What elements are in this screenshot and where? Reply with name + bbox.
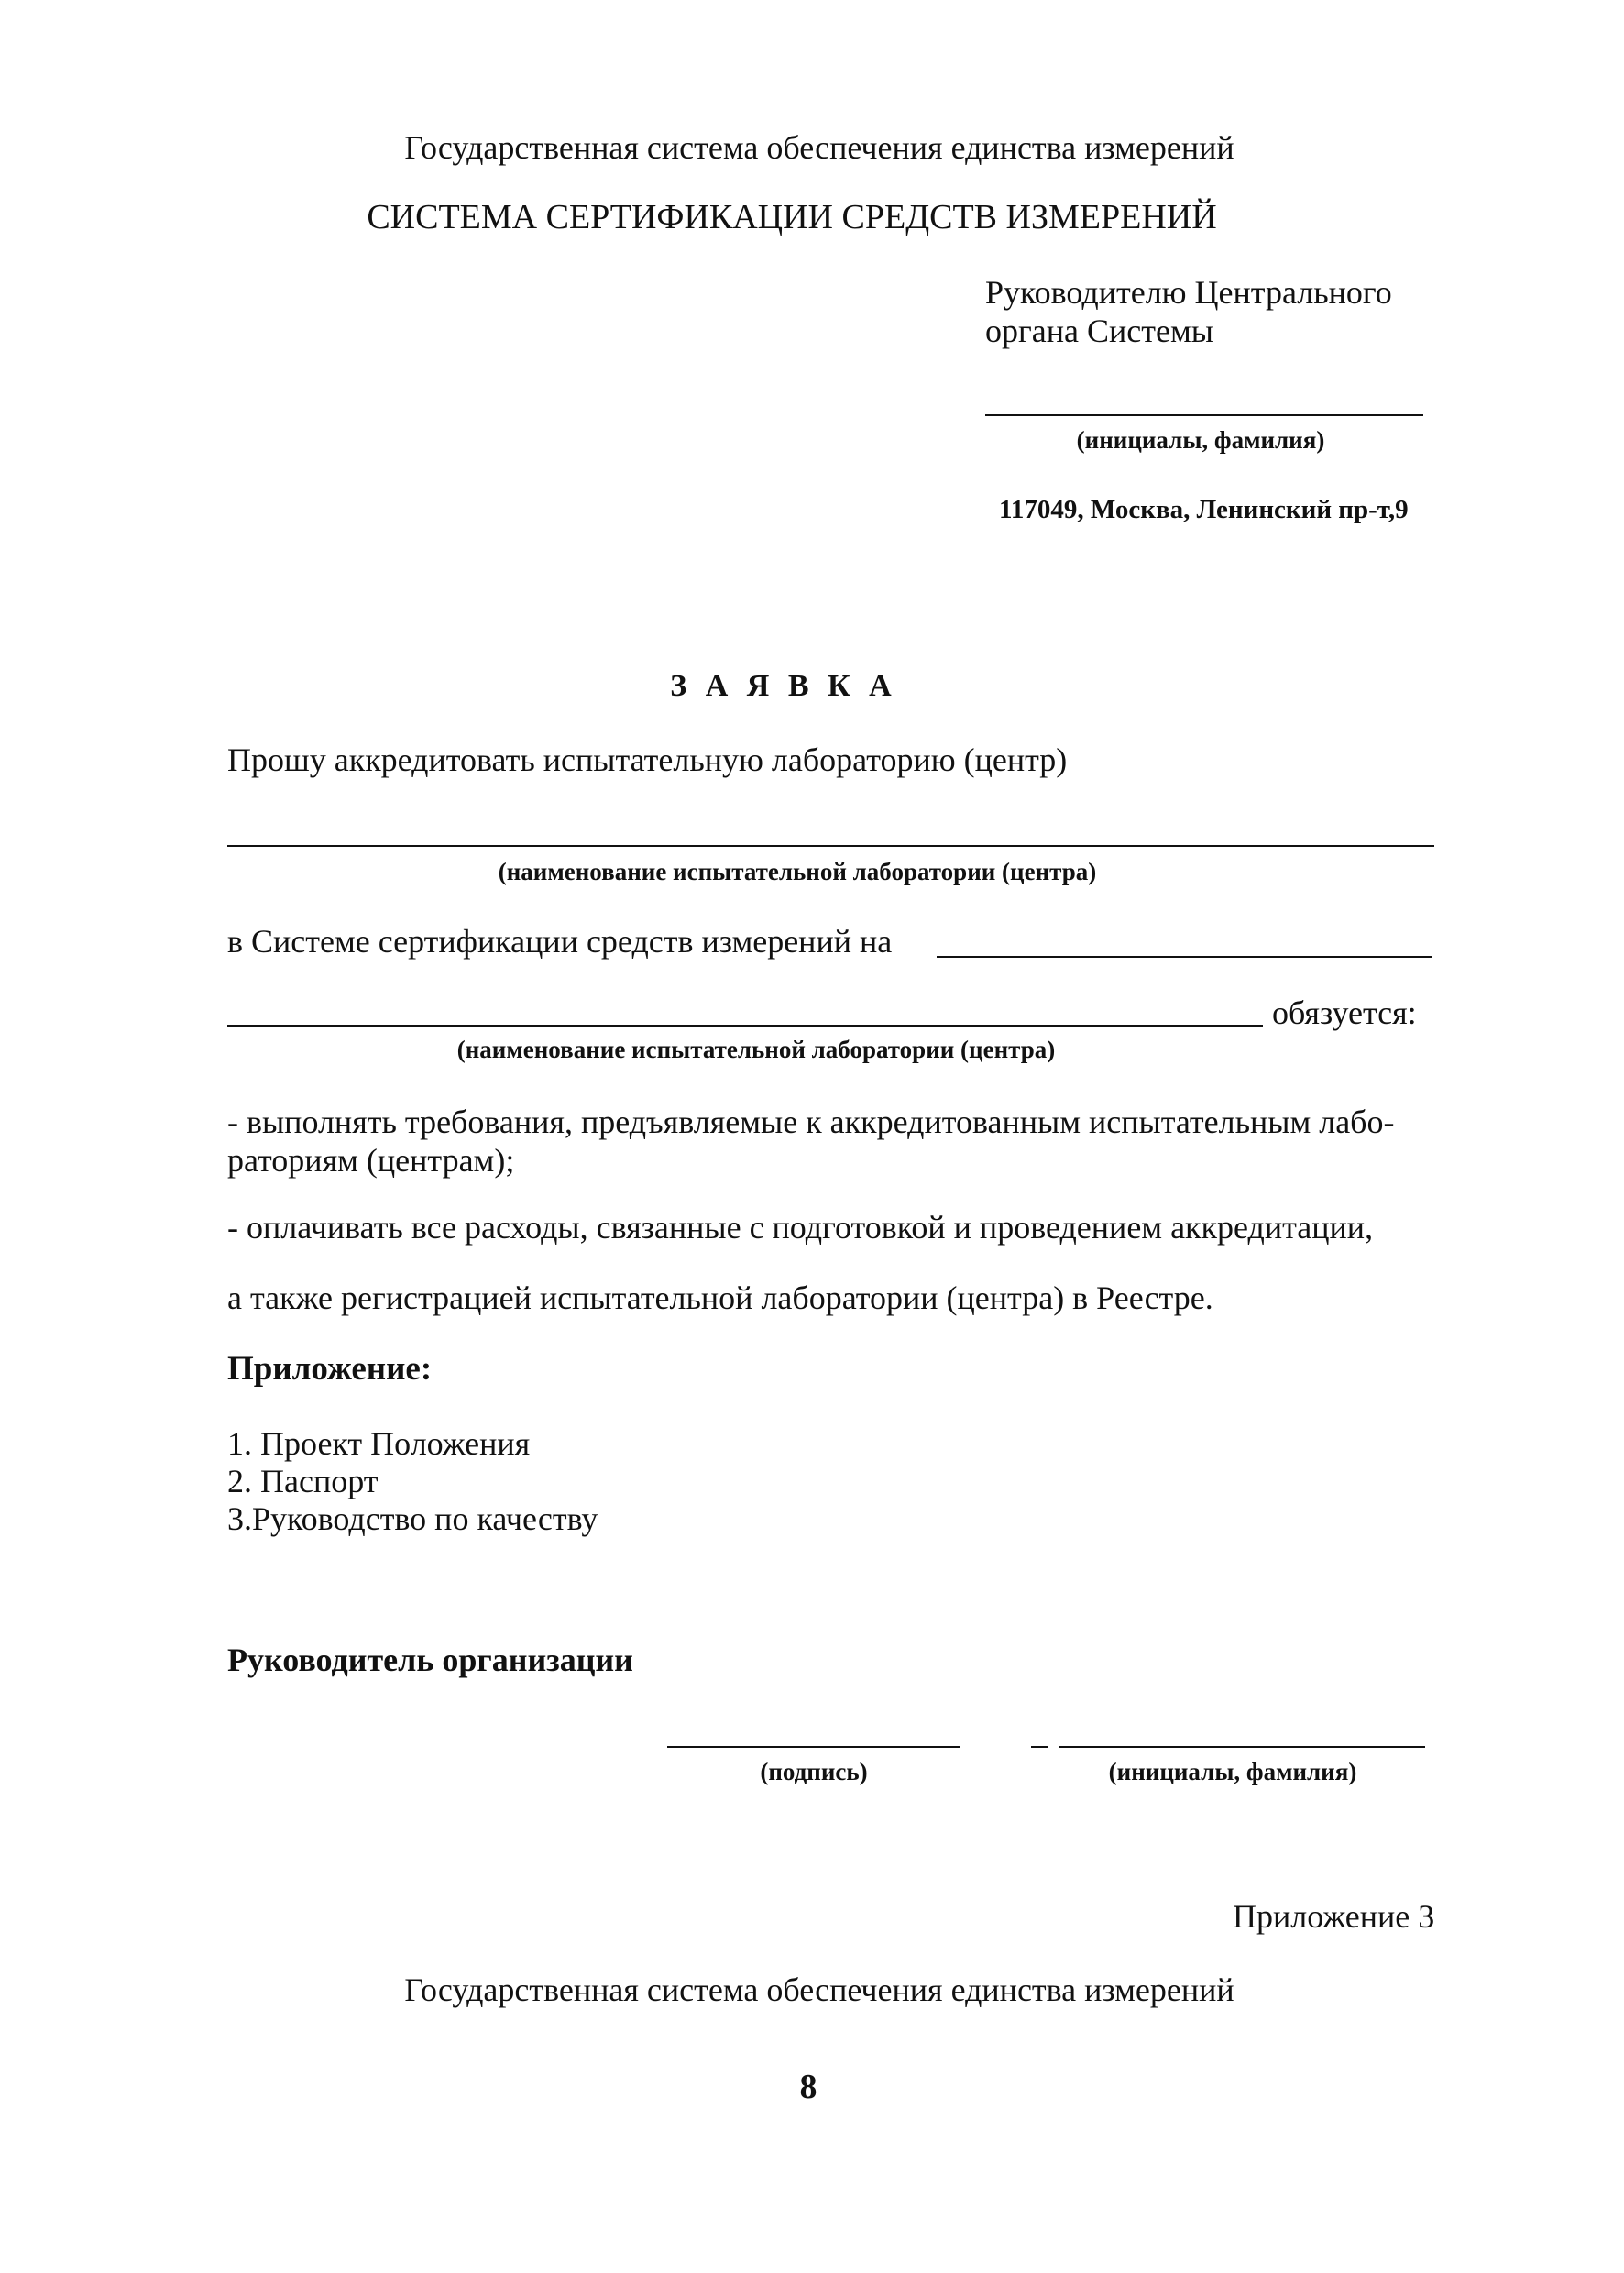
obligation-2: - оплачивать все расходы, связанные с подготовкой и проведением аккредитации, [227, 1209, 1374, 1246]
obligation-1-line-2: раториям (центрам); [227, 1142, 515, 1179]
addressee-address: 117049, Москва, Ленинский пр-т,9 [999, 495, 1409, 524]
gsi-header: Государственная система обеспечения единства измерений [404, 129, 1234, 166]
obligation-1-line-1: - выполнять требования, предъявляемые к аккредитованным испытательным лабо- [227, 1104, 1395, 1140]
attachments-heading: Приложение: [227, 1350, 433, 1388]
signature-line [667, 1746, 960, 1748]
addressee-name-line [985, 414, 1423, 416]
obligation-word: обязуется: [1272, 994, 1417, 1031]
attachment-item: 2. Паспорт [227, 1463, 379, 1499]
system-phrase: в Системе сертификации средств измерений на [227, 923, 893, 960]
request-text: Прошу аккредитовать испытательную лабораторию (центр) [227, 741, 1068, 778]
application-title: З А Я В К А [670, 669, 897, 703]
scope-line [937, 956, 1432, 958]
footer-gsi-line: Государственная система обеспечения единства измерений [404, 1971, 1234, 2008]
attachment-item: 3.Руководство по качеству [227, 1500, 598, 1537]
signatory-name-line [1059, 1746, 1425, 1748]
obligation-3: а также регистрацией испытательной лаборатории (центра) в Реестре. [227, 1279, 1213, 1316]
addressee-line-1: Руководителю Центрального [985, 274, 1392, 311]
dash-mark [1031, 1746, 1048, 1748]
addressee-line-2: органа Системы [985, 313, 1213, 349]
signature-caption: (подпись) [760, 1758, 868, 1785]
lab-name-line-2 [227, 1025, 1263, 1027]
appendix-label: Приложение 3 [1233, 1898, 1435, 1935]
signature-role: Руководитель организации [227, 1642, 633, 1678]
lab-name-line-1 [227, 845, 1434, 847]
lab-name-caption-2: (наименование испытательной лаборатории (центра) [456, 1036, 1056, 1063]
addressee-name-caption: (инициалы, фамилия) [1076, 426, 1325, 454]
attachment-item: 1. Проект Положения [227, 1425, 531, 1462]
system-title: СИСТЕМА СЕРТИФИКАЦИИ СРЕДСТВ ИЗМЕРЕНИЙ [367, 198, 1217, 236]
signatory-name-caption: (инициалы, фамилия) [1108, 1758, 1357, 1785]
page-number: 8 [799, 2068, 817, 2106]
lab-name-caption-1: (наименование испытательной лаборатории (центра) [498, 858, 1097, 885]
